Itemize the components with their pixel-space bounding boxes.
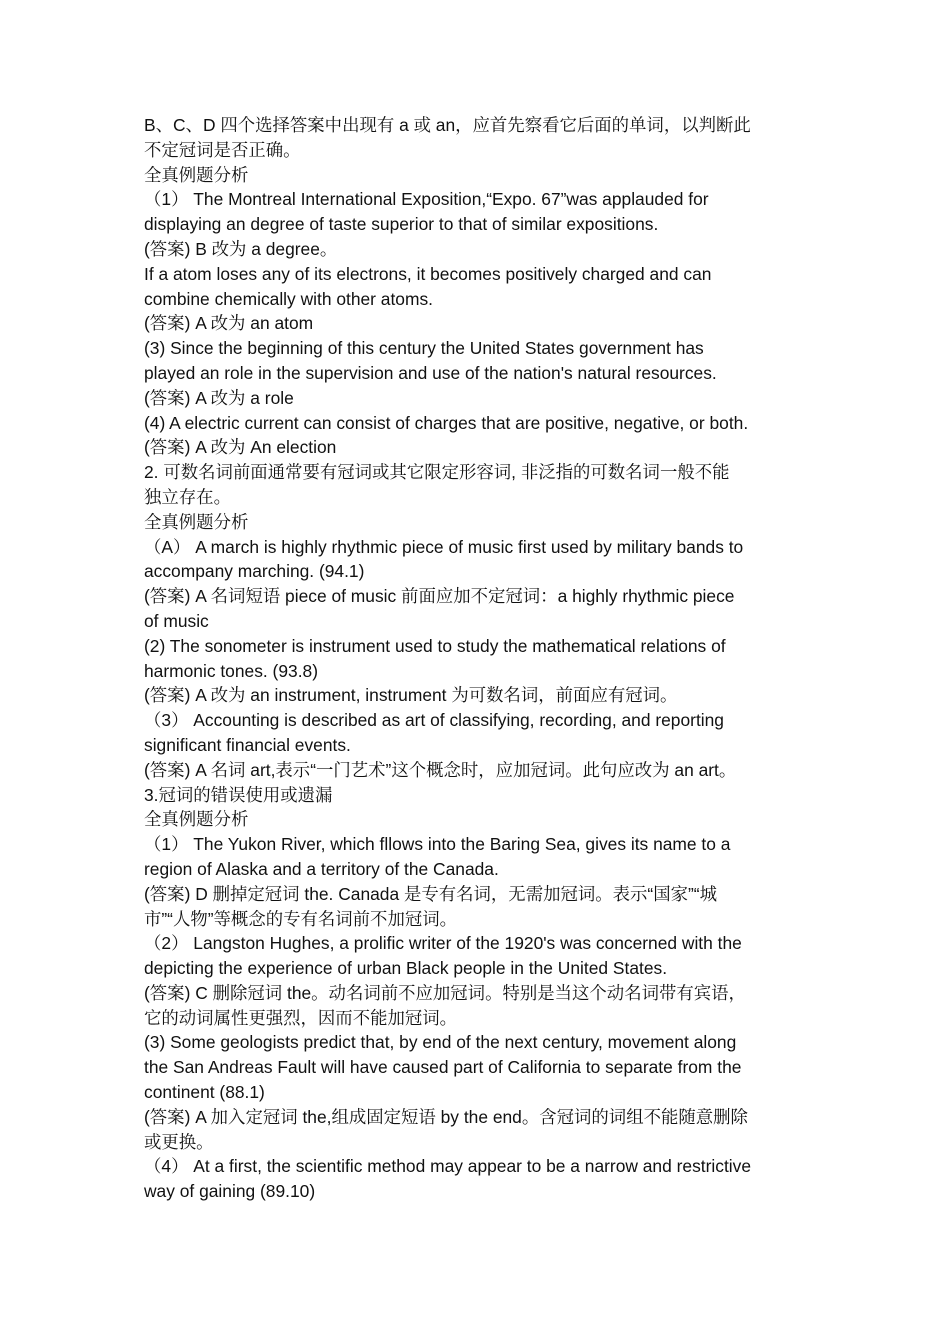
text-line: way of gaining (89.10) bbox=[144, 1181, 316, 1202]
text-line: (答案) A 改为 An election bbox=[144, 437, 337, 458]
text-line: depicting the experience of urban Black people in the United States. bbox=[144, 958, 668, 979]
text-line: the San Andreas Fault will have caused part of California to separate from the bbox=[144, 1057, 742, 1078]
text-line: （1） The Yukon River, which fllows into the Baring Sea, gives its name to a bbox=[144, 834, 731, 855]
text-line: accompany marching. (94.1) bbox=[144, 561, 365, 582]
text-line: 它的动词属性更强烈，因而不能加冠词。 bbox=[144, 1007, 458, 1028]
text-line: (2) The sonometer is instrument used to study the mathematical relations of bbox=[144, 635, 726, 656]
text-line: (答案) A 名词短语 piece of music 前面应加不定冠词：a highly rhythmic piece bbox=[144, 586, 735, 607]
text-line: （2） Langston Hughes, a prolific writer of the 1920's was concerned with the bbox=[144, 933, 742, 954]
text-line: (答案) A 改为 a role bbox=[144, 387, 294, 408]
text-line: (3) Since the beginning of this century the United States government has bbox=[144, 338, 704, 359]
text-line: combine chemically with other atoms. bbox=[144, 288, 433, 309]
text-line: (答案) A 名词 art,表示“一门艺术”这个概念时，应加冠词。此句应改为 an art。 bbox=[144, 759, 737, 780]
text-line: 或更换。 bbox=[144, 1131, 214, 1152]
text-line: region of Alaska and a territory of the Canada. bbox=[144, 858, 499, 879]
text-line: (4) A electric current can consist of charges that are positive, negative, or both. bbox=[144, 412, 749, 433]
text-line: （A） A march is highly rhythmic piece of music first used by military bands to bbox=[144, 536, 744, 557]
text-line: If a atom loses any of its electrons, it becomes positively charged and can bbox=[144, 263, 712, 284]
text-line: (答案) D 删掉定冠词 the. Canada 是专有名词，无需加冠词。表示“国家”“城 bbox=[144, 883, 717, 904]
text-line: continent (88.1) bbox=[144, 1082, 265, 1103]
text-line: (答案) C 删除冠词 the。动名词前不应加冠词。特别是当这个动名词带有宾语， bbox=[144, 982, 746, 1003]
text-line: （3） Accounting is described as art of classifying, recording, and reporting bbox=[144, 710, 724, 731]
text-line: (3) Some geologists predict that, by end of the next century, movement along bbox=[144, 1032, 737, 1053]
text-line: （4） At a first, the scientific method may appear to be a narrow and restrictive bbox=[144, 1156, 752, 1177]
text-line: 全真例题分析 bbox=[144, 511, 249, 532]
text-line: 不定冠词是否正确。 bbox=[144, 139, 301, 160]
text-line: harmonic tones. (93.8) bbox=[144, 660, 318, 681]
text-line: 独立存在。 bbox=[144, 486, 231, 507]
text-line: （1） The Montreal International Exposition,“Expo. 67”was applauded for bbox=[144, 189, 709, 210]
text-line: B、C、D 四个选择答案中出现有 a 或 an，应首先察看它后面的单词，以判断此 bbox=[144, 115, 751, 135]
document-page bbox=[144, 113, 812, 1204]
text-line: significant financial events. bbox=[144, 734, 351, 755]
text-line: (答案) A 改为 an instrument, instrument 为可数名词，前面应有冠词。 bbox=[144, 685, 678, 706]
text-line: (答案) A 改为 an atom bbox=[144, 313, 314, 334]
text-line: (答案) A 加入定冠词 the,组成固定短语 by the end。含冠词的词组不能随意删除 bbox=[144, 1106, 748, 1127]
text-line: 全真例题分析 bbox=[144, 809, 249, 830]
text-line: 市”“人物”等概念的专有名词前不加冠词。 bbox=[144, 908, 458, 929]
text-line: 全真例题分析 bbox=[144, 164, 249, 185]
text-line: of music bbox=[144, 610, 209, 631]
text-line: displaying an degree of taste superior to that of similar expositions. bbox=[144, 214, 659, 235]
text-line: 2. 可数名词前面通常要有冠词或其它限定形容词, 非泛指的可数名词一般不能 bbox=[144, 462, 730, 483]
text-line: played an role in the supervision and use of the nation's natural resources. bbox=[144, 362, 717, 383]
text-line: 3.冠词的错误使用或遗漏 bbox=[144, 784, 333, 805]
text-line: (答案) B 改为 a degree。 bbox=[144, 238, 338, 259]
